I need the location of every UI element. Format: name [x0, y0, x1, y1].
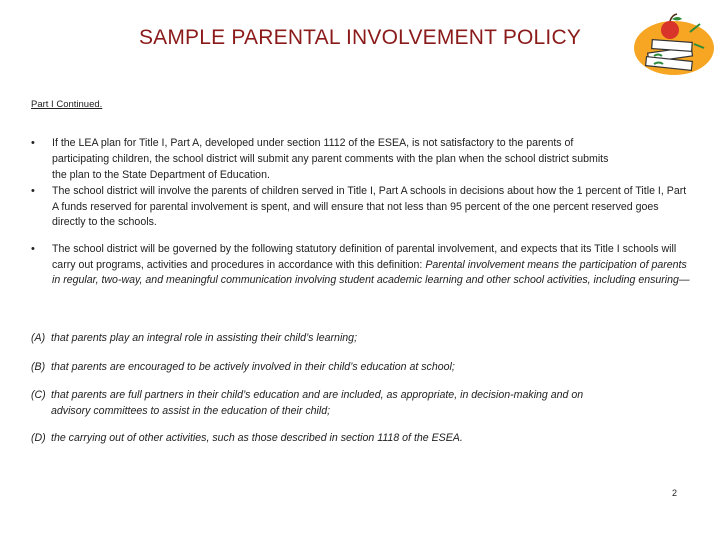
- list-item-b: [31, 360, 691, 376]
- bullet-2-marker: •: [31, 185, 35, 197]
- bullet-3-text: [52, 242, 692, 289]
- list-item-a-tag: (A): [31, 332, 46, 344]
- list-item-b-text: that parents are encouraged to be actively involved in their child’s education at school;: [51, 361, 455, 373]
- bullet-1-text-lines: [52, 136, 692, 167]
- list-item-a-text: that parents play an integral role in assisting their child’s learning;: [51, 332, 358, 344]
- bullet-1-line-1: If the LEA plan for Title I, Part A, developed under section 1112 of the ESEA, is not satisfactory to the parents of: [52, 137, 574, 149]
- list-item-d-tag: (D): [31, 432, 46, 444]
- list-item-d-text: the carrying out of other activities, such as those described in section 1118 of the ESEA.: [51, 432, 463, 444]
- bullet-3-marker: •: [31, 243, 35, 255]
- bullet-1-line-3: the plan to the State Department of Education.: [52, 169, 270, 181]
- section-label: Part I Continued.: [31, 99, 103, 110]
- bullet-1-marker: •: [31, 137, 35, 149]
- bullet-2-text: The school district will involve the parents of children served in Title I, Part A schools in decisions about how the 1 percent of Title I, Part A funds reserved for parental involvement is spent, and will ensure that not less than 95 percent of the one percent reserved goes directly to the schools.: [52, 185, 687, 228]
- bullet-3-text-italic: Parental involvement means the participation of parents in regular, two-way, and meaningful communication involving student academic learning and other school activities, including ensuring—: [52, 258, 690, 286]
- page-number: 2: [672, 488, 678, 498]
- bullet-3-text-plain: The school district will be governed by the following statutory definition of parental involvement, and expects that its Title I schools will carry out programs, activities and procedures in accordance with this definition:: [52, 243, 677, 271]
- list-item-b-tag: (B): [31, 361, 46, 373]
- bullet-1-line-2: participating children, the school district will submit any parent comments with the plan when the school district submits: [52, 152, 609, 165]
- list-item-c-text-2: advisory committees to assist in the education of their child;: [51, 404, 331, 417]
- list-item-c-text-1: that parents are full partners in their child’s education and are included, as appropriate, in decision-making and on: [51, 389, 584, 401]
- list-item-d: [31, 431, 691, 447]
- list-item-a: [31, 331, 691, 347]
- list-item-c: [31, 388, 691, 419]
- apple-on-books-icon: [632, 10, 714, 76]
- page-title: SAMPLE PARENTAL INVOLVEMENT POLICY: [138, 26, 582, 49]
- list-item-c-tag: (C): [31, 389, 46, 401]
